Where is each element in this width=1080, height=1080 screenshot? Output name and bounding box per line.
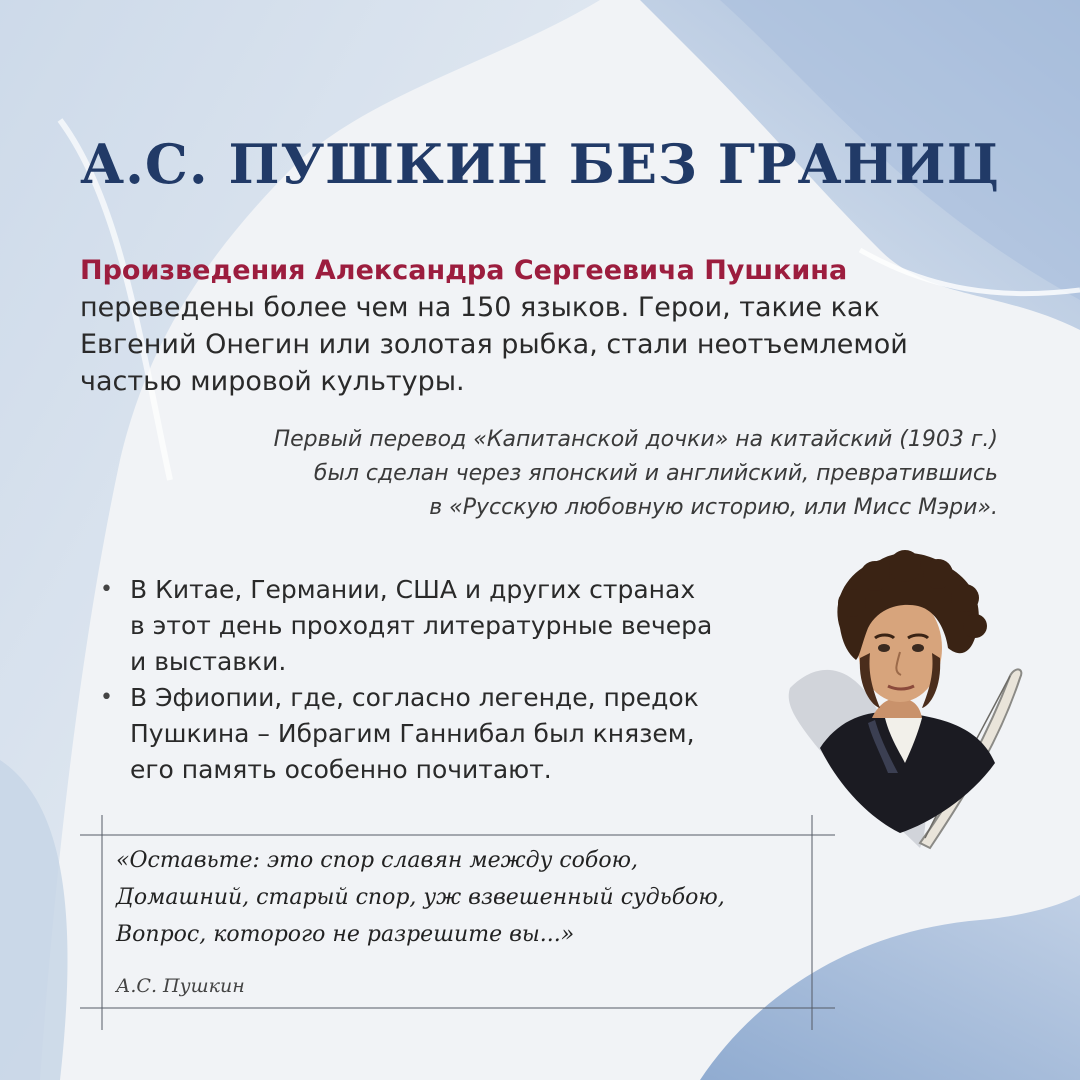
bullet-line: в этот день проходят литературные вечера bbox=[130, 611, 713, 640]
bullet-icon: • bbox=[100, 577, 113, 602]
note-line: в «Русскую любовную историю, или Мисс Мэри». bbox=[429, 495, 998, 520]
intro-highlight: Произведения Александра Сергеевича Пушкина bbox=[80, 255, 848, 286]
pushkin-quote bbox=[116, 842, 816, 953]
bullet-line: Пушкина – Ибрагим Ганнибал был князем, bbox=[130, 719, 695, 748]
bullet-icon: • bbox=[100, 685, 113, 710]
list-item bbox=[100, 680, 800, 788]
note-line: был сделан через японский и английский, превратившись bbox=[313, 461, 998, 486]
intro-line: переведены более чем на 150 языков. Герои, такие как bbox=[80, 292, 880, 323]
note-line: Первый перевод «Капитанской дочки» на китайский (1903 г.) bbox=[273, 427, 998, 452]
page-title: А.С. ПУШКИН БЕЗ ГРАНИЦ bbox=[80, 132, 1000, 196]
list-item bbox=[100, 572, 800, 680]
bullet-line: его память особенно почитают. bbox=[130, 755, 552, 784]
bullet-line: В Эфиопии, где, согласно легенде, предок bbox=[130, 683, 699, 712]
quote-line: «Оставьте: это спор славян между собою, bbox=[116, 848, 638, 873]
intro-line: частью мировой культуры. bbox=[80, 366, 465, 397]
quote-line: Домашний, старый спор, уж взвешенный судьбою, bbox=[116, 885, 725, 910]
quote-author: А.С. Пушкин bbox=[116, 975, 245, 997]
bullet-line: и выставки. bbox=[130, 647, 287, 676]
intro-line: Евгений Онегин или золотая рыбка, стали неотъемлемой bbox=[80, 329, 908, 360]
bullet-line: В Китае, Германии, США и других странах bbox=[130, 575, 696, 604]
bullet-list bbox=[100, 572, 800, 788]
translation-note bbox=[118, 423, 998, 525]
quote-line: Вопрос, которого не разрешите вы...» bbox=[116, 922, 575, 947]
intro-paragraph bbox=[80, 252, 980, 400]
pushkin-portrait-illustration bbox=[780, 548, 1030, 858]
